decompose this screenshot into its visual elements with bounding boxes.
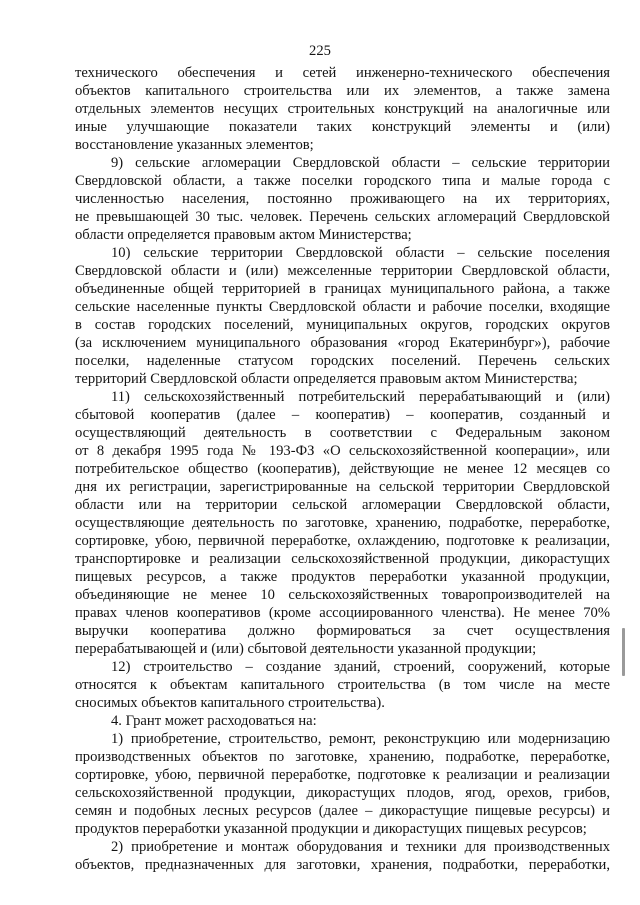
text-line: транспортировке и реализации сельскохозяйственной продукции, дикорастущих (75, 551, 610, 567)
text-line: Свердловской области и (или) межселенные территории Свердловской области, (75, 263, 610, 279)
text-line: 11) сельскохозяйственный потребительский перерабатывающий и (или) (111, 389, 610, 405)
text-line: в состав городских поселений, муниципальных округов, городских округов (75, 317, 610, 333)
text-line: 4. Грант может расходоваться на: (111, 713, 317, 729)
text-line: объектов, предназначенных для заготовки, хранения, подработки, переработки, (75, 857, 610, 873)
text-line: от 8 декабря 1995 года № 193-ФЗ «О сельскохозяйственной кооперации», или (75, 443, 610, 459)
text-line: осуществляющие деятельность по заготовке, хранению, подработке, переработке, (75, 515, 610, 531)
text-line: технического обеспечения и сетей инженерно-технического обеспечения (75, 65, 610, 81)
text-line: потребительское общество (кооператив), действующие не менее 12 месяцев со (75, 461, 610, 477)
text-line: территорий Свердловской области определяется правовым актом Министерства; (75, 371, 578, 387)
text-line: перерабатывающей и (или) сбытовой деятельности указанной продукции; (75, 641, 537, 657)
text-line: объединяющие не менее 10 сельскохозяйственных товаропроизводителей на (75, 587, 610, 603)
text-line: сбытовой кооператив (далее – кооператив) – кооператив, созданный и (75, 407, 610, 423)
scan-binding-mark (622, 628, 625, 676)
text-line: сортировке, убою, первичной переработке, охлаждению, подготовке к реализации, (75, 533, 610, 549)
text-line: сельские населенные пункты Свердловской области и рабочие поселки, входящие (75, 299, 610, 315)
text-line: 1) приобретение, строительство, ремонт, реконструкцию или модернизацию (111, 731, 610, 747)
text-line: производственных объектов по заготовке, хранению, подработке, переработке, (75, 749, 610, 765)
text-line: продуктов переработки указанной продукции и дикорастущих пищевых ресурсов; (75, 821, 587, 837)
text-line: сортировке, убою, первичной переработке, подготовке к реализации и реализации (75, 767, 610, 783)
text-line: (за исключением муниципального образования «город Екатеринбург»), рабочие (75, 335, 610, 351)
document-body (75, 64, 610, 874)
text-line: семян и подобных лесных ресурсов (далее – дикорастущие пищевые ресурсы) и (75, 803, 610, 819)
text-line: 10) сельские территории Свердловской области – сельские поселения (111, 245, 610, 261)
text-line: 2) приобретение и монтаж оборудования и техники для производственных (111, 839, 610, 855)
text-line: восстановление указанных элементов; (75, 137, 314, 153)
text-line: численностью населения, постоянно проживающего на их территориях, (75, 191, 610, 207)
text-line: 12) строительство – создание зданий, строений, сооружений, которые (111, 659, 610, 675)
text-line: дня их регистрации, зарегистрированные на сельской территории Свердловской (75, 479, 610, 495)
text-line: сельскохозяйственной продукции, дикорастущих плодов, ягод, орехов, грибов, (75, 785, 610, 801)
text-line: отдельных элементов несущих строительных конструкций на аналогичные или (75, 101, 610, 117)
text-line: объектов капитального строительства или их элементов, а также замена (75, 83, 610, 99)
text-line: Свердловской области, а также поселки городского типа и малые города с (75, 173, 610, 189)
text-line: поселки, наделенные статусом городских поселений. Перечень сельских (75, 353, 610, 369)
text-line: сносимых объектов капитального строительства). (75, 695, 385, 711)
text-line: правах членов кооперативов (кроме ассоциированного членства). Не менее 70% (75, 605, 610, 621)
text-line: пищевых ресурсов, а также продуктов переработки указанной продукции, (75, 569, 610, 585)
text-line: осуществляющий деятельность в соответствии с Федеральным законом (75, 425, 610, 441)
text-line: иные улучшающие показатели таких конструкций элементы и (или) (75, 119, 610, 135)
text-line: области определяется правовым актом Министерства; (75, 227, 412, 243)
page-number: 225 (309, 43, 331, 59)
text-line: 9) сельские агломерации Свердловской области – сельские территории (111, 155, 610, 171)
text-line: области или на территории сельской агломерации Свердловской области, (75, 497, 610, 513)
text-line: объединенные общей территорией в границах муниципального района, а также (75, 281, 610, 297)
text-line: выручки кооператива должно формироваться за счет осуществления (75, 623, 610, 639)
text-line: не превышающей 30 тыс. человек. Перечень сельских агломераций Свердловской (75, 209, 610, 225)
text-line: относятся к объектам капитального строительства (в том числе на месте (75, 677, 610, 693)
